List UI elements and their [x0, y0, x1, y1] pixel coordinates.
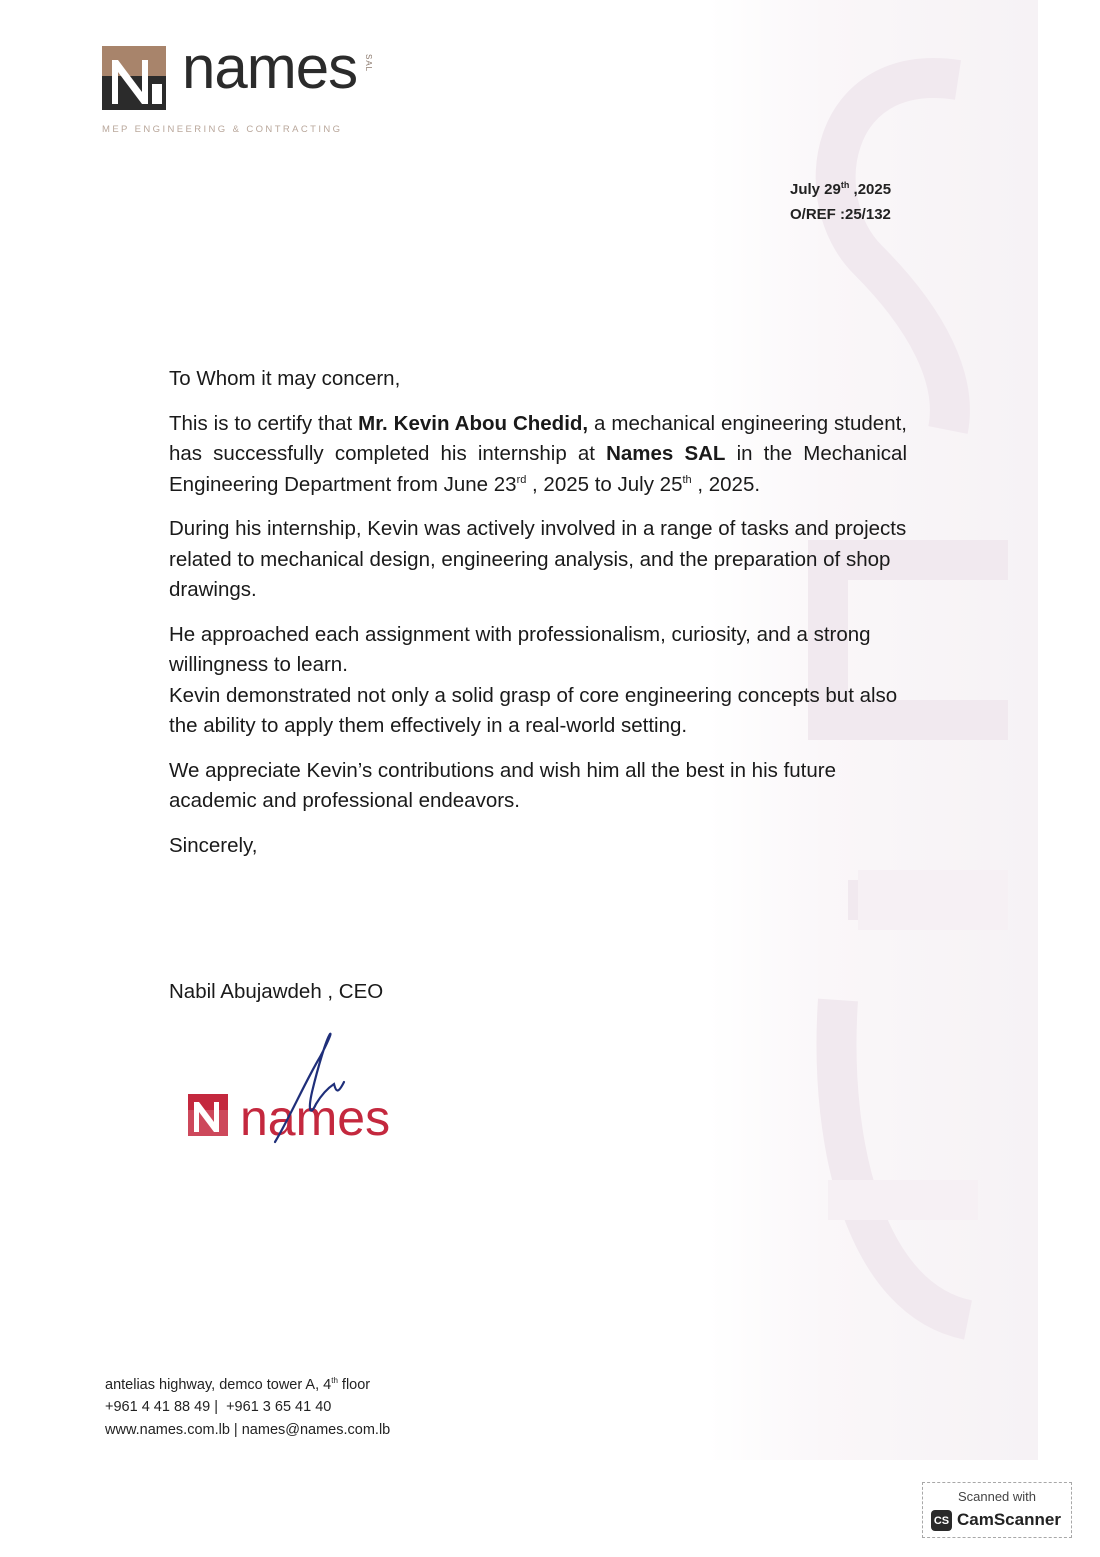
footer-phones: +961 4 41 88 49 | +961 3 65 41 40 — [105, 1399, 332, 1416]
company-stamp-signature — [180, 1022, 410, 1152]
camscanner-name: CamScanner — [957, 1510, 1061, 1529]
stamp-wordmark: names — [240, 1090, 391, 1146]
names-logo-mark — [102, 46, 166, 110]
footer-web-email: www.names.com.lb | names@names.com.lb — [105, 1421, 391, 1438]
stamp-logo-mark — [188, 1094, 228, 1136]
logo-sal-mark: SAL — [364, 54, 373, 73]
company-logo — [102, 34, 402, 144]
appreciation-paragraph: We appreciate Kevin’s contributions and wish him all the best in his future academic and professional endeavors. — [169, 758, 836, 812]
camscanner-caption: Scanned with — [957, 1489, 1037, 1504]
intern-name: Mr. Kevin Abou Chedid, — [358, 411, 589, 435]
approach-paragraph: He approached each assignment with professionalism, curiosity, and a strong willingness to learn. — [169, 622, 871, 676]
logo-tagline: MEP ENGINEERING & CONTRACTING — [102, 124, 343, 135]
closing: Sincerely, — [169, 833, 258, 857]
company-name: Names SAL — [606, 442, 726, 465]
date-reference-block — [790, 173, 940, 227]
signer-name: Nabil Abujawdeh , CEO — [169, 980, 384, 1003]
footer-email: names@names.com.lb — [241, 1421, 391, 1438]
letter-body — [169, 364, 907, 875]
camscanner-icon: CS — [931, 1510, 952, 1531]
camscanner-badge — [922, 1482, 1072, 1538]
letter-date: July 29th ,2025 — [790, 180, 892, 198]
footer-website: www.names.com.lb — [105, 1421, 230, 1438]
footer-address: antelias highway, demco tower A, 4th floor — [105, 1376, 371, 1393]
salutation: To Whom it may concern, — [169, 367, 401, 390]
skills-paragraph: Kevin demonstrated not only a solid grasp of core engineering concepts but also the ability to apply them effectively in a real-world setting. — [169, 683, 898, 737]
logo-wordmark: names — [182, 34, 358, 101]
internship-tasks-paragraph: During his internship, Kevin was actively involved in a range of tasks and projects related to mechanical design, engineering analysis, and the preparation of shop drawings. — [169, 517, 907, 601]
certification-paragraph: This is to certify that Mr. Kevin Abou Chedid, a mechanical engineering student, has successfully completed his internship at Names SAL in the Mechanical Engineering Department from June 23rd , 2025 to July 25th , 2025. — [169, 411, 907, 496]
reference-number: O/REF :25/132 — [790, 206, 891, 223]
letterhead-footer — [105, 1370, 390, 1441]
